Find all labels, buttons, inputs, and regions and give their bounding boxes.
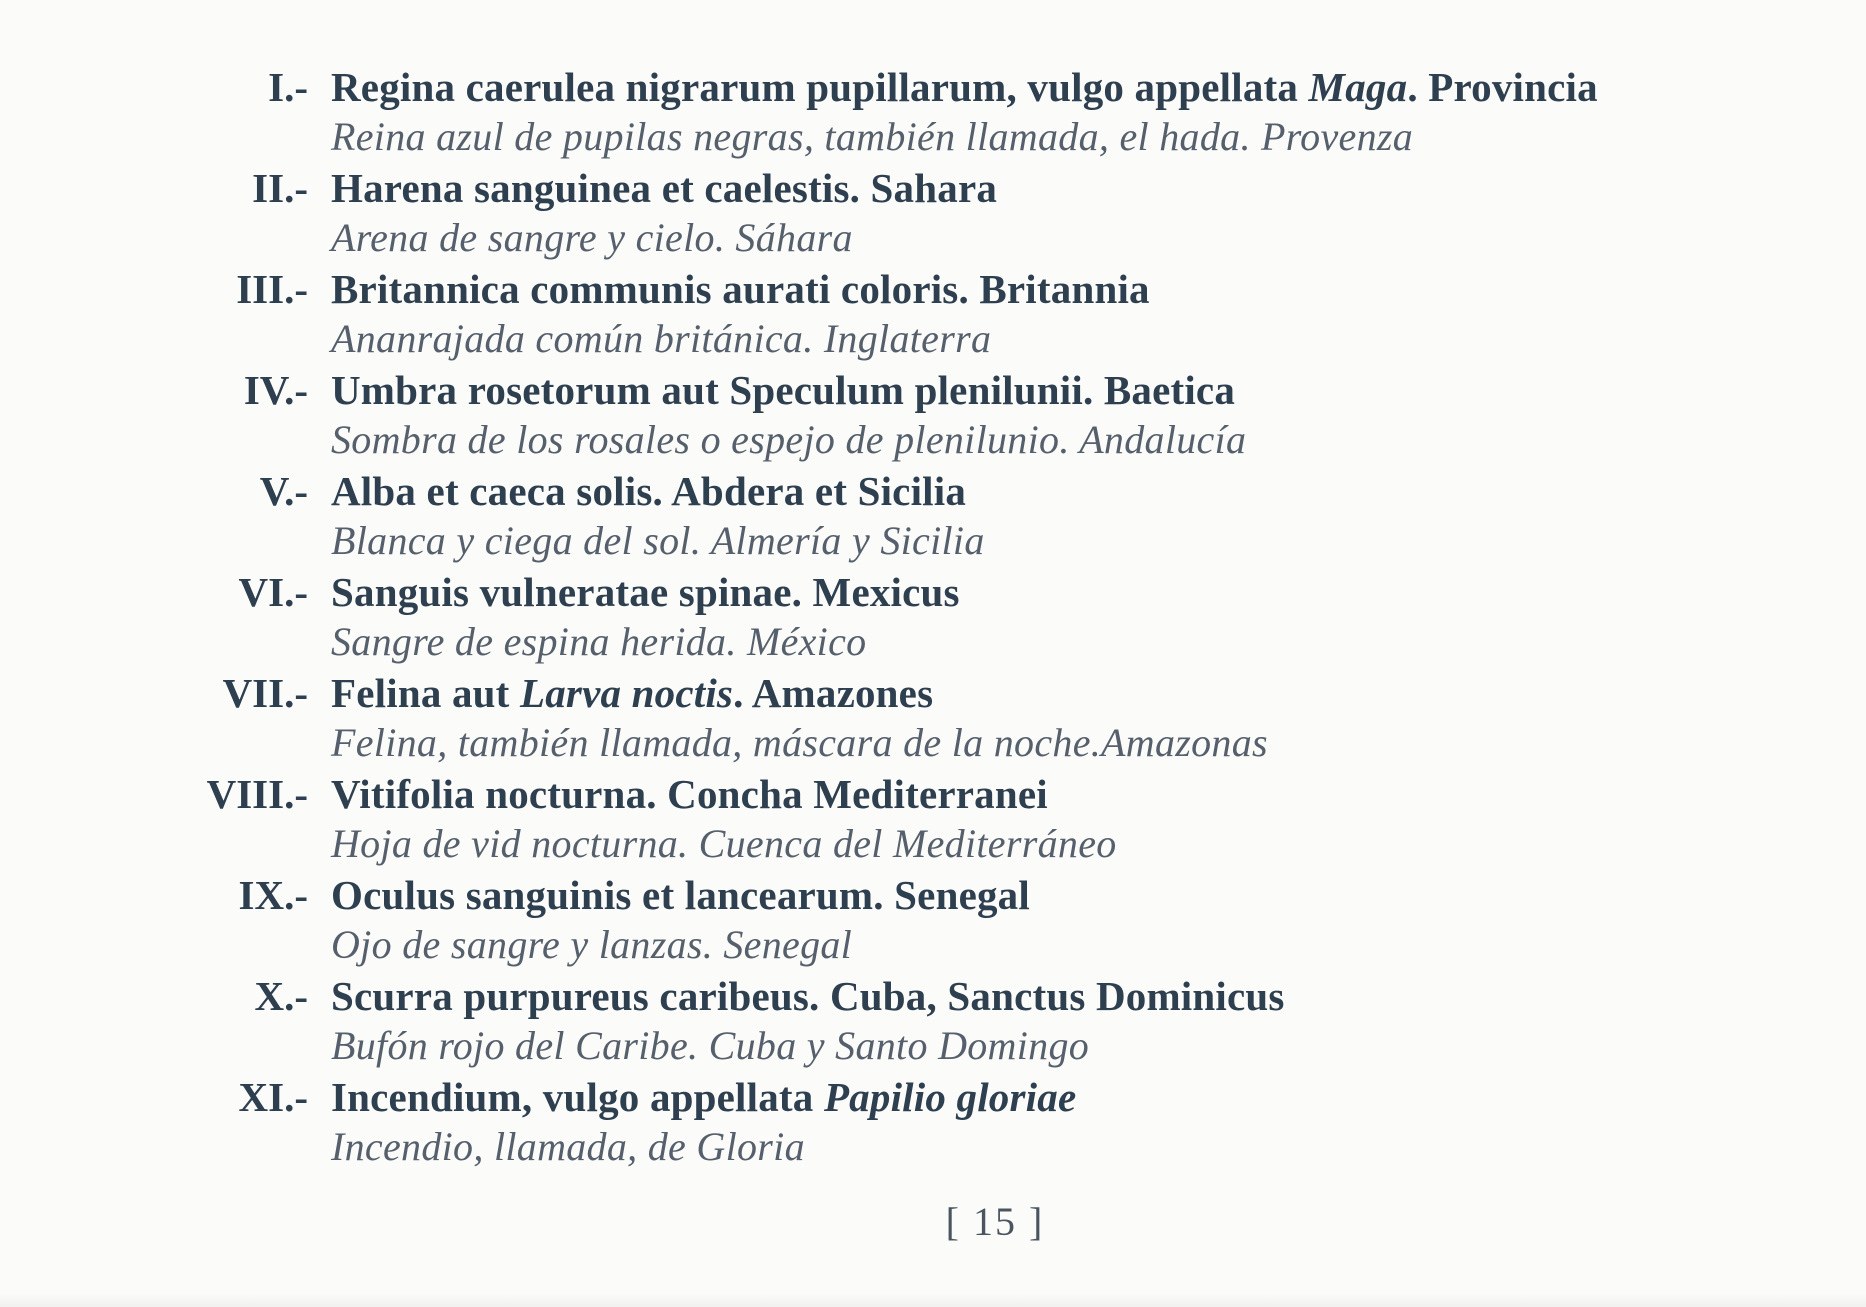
list-item xyxy=(0,870,1866,971)
entry-numeral: VII.- xyxy=(222,670,308,716)
page-number: [ 15 ] xyxy=(945,1199,1045,1244)
entry-latin-name xyxy=(331,466,966,516)
entry-numeral: I.- xyxy=(268,64,308,110)
entry-spanish-translation: Arena de sangre y cielo. Sáhara xyxy=(331,215,853,260)
entry-latin-name xyxy=(331,971,1285,1021)
entry-numeral: V.- xyxy=(259,468,308,514)
latin-italic-segment: Maga xyxy=(1308,64,1408,110)
list-item xyxy=(0,1072,1866,1173)
entry-latin-name xyxy=(331,668,933,718)
entry-numeral: VI.- xyxy=(238,569,308,615)
latin-segment: Incendium, vulgo appellata xyxy=(331,1074,824,1120)
list-item xyxy=(0,769,1866,870)
list-item xyxy=(0,264,1866,365)
latin-segment: Britannica communis aurati coloris. Britannia xyxy=(331,266,1150,312)
entry-latin-name xyxy=(331,62,1598,112)
latin-italic-segment: Papilio gloriae xyxy=(823,1074,1077,1120)
entry-latin-name xyxy=(331,163,997,213)
latin-segment: Umbra rosetorum aut Speculum plenilunii. Baetica xyxy=(331,367,1236,413)
entry-latin-name xyxy=(331,264,1150,314)
list-item xyxy=(0,365,1866,466)
latin-segment: . Provincia xyxy=(1407,64,1598,110)
entry-latin-name xyxy=(331,769,1048,819)
latin-segment: Oculus sanguinis et lancearum. Senegal xyxy=(331,872,1030,918)
entry-latin-name xyxy=(331,365,1235,415)
entry-latin-name xyxy=(331,1072,1076,1122)
entry-numeral: X.- xyxy=(254,973,308,1019)
entry-spanish-translation: Ojo de sangre y lanzas. Senegal xyxy=(331,922,853,967)
entry-latin-name xyxy=(331,567,960,617)
entry-spanish-translation: Sombra de los rosales o espejo de plenilunio. Andalucía xyxy=(331,417,1247,462)
entry-latin-name xyxy=(331,870,1030,920)
entry-numeral: III.- xyxy=(236,266,308,312)
entry-numeral: IV.- xyxy=(243,367,308,413)
entry-numeral: IX.- xyxy=(238,872,308,918)
entry-spanish-translation: Sangre de espina herida. México xyxy=(331,619,867,664)
list-item xyxy=(0,971,1866,1072)
entry-spanish-translation: Felina, también llamada, máscara de la noche.Amazonas xyxy=(331,720,1268,765)
entry-spanish-translation: Blanca y ciega del sol. Almería y Sicilia xyxy=(331,518,985,563)
entry-spanish-translation: Bufón rojo del Caribe. Cuba y Santo Domingo xyxy=(331,1023,1090,1068)
entry-list xyxy=(0,62,1866,1173)
entry-numeral: II.- xyxy=(252,165,308,211)
latin-italic-segment: Larva noctis xyxy=(519,670,734,716)
list-item xyxy=(0,466,1866,567)
latin-segment: Felina aut xyxy=(331,670,520,716)
latin-segment: Regina caerulea nigrarum pupillarum, vulgo appellata xyxy=(331,64,1309,110)
entry-spanish-translation: Hoja de vid nocturna. Cuenca del Mediterráneo xyxy=(331,821,1117,866)
entry-numeral: VIII.- xyxy=(206,771,308,817)
latin-segment: Harena sanguinea et caelestis. Sahara xyxy=(331,165,998,211)
latin-segment: Vitifolia nocturna. Concha Mediterranei xyxy=(331,771,1048,817)
entry-spanish-translation: Ananrajada común británica. Inglaterra xyxy=(331,316,992,361)
latin-segment: Scurra purpureus caribeus. Cuba, Sanctus Dominicus xyxy=(331,973,1285,1019)
latin-segment: Sanguis vulneratae spinae. Mexicus xyxy=(331,569,960,615)
entry-numeral: XI.- xyxy=(238,1074,308,1120)
entry-spanish-translation: Incendio, llamada, de Gloria xyxy=(331,1124,805,1169)
list-item xyxy=(0,163,1866,264)
list-item xyxy=(0,62,1866,163)
latin-segment: Alba et caeca solis. Abdera et Sicilia xyxy=(331,468,967,514)
page-edge-shade xyxy=(0,1293,1866,1307)
latin-segment: . Amazones xyxy=(733,670,934,716)
list-item xyxy=(0,668,1866,769)
list-item xyxy=(0,567,1866,668)
entry-spanish-translation: Reina azul de pupilas negras, también llamada, el hada. Provenza xyxy=(331,114,1414,159)
